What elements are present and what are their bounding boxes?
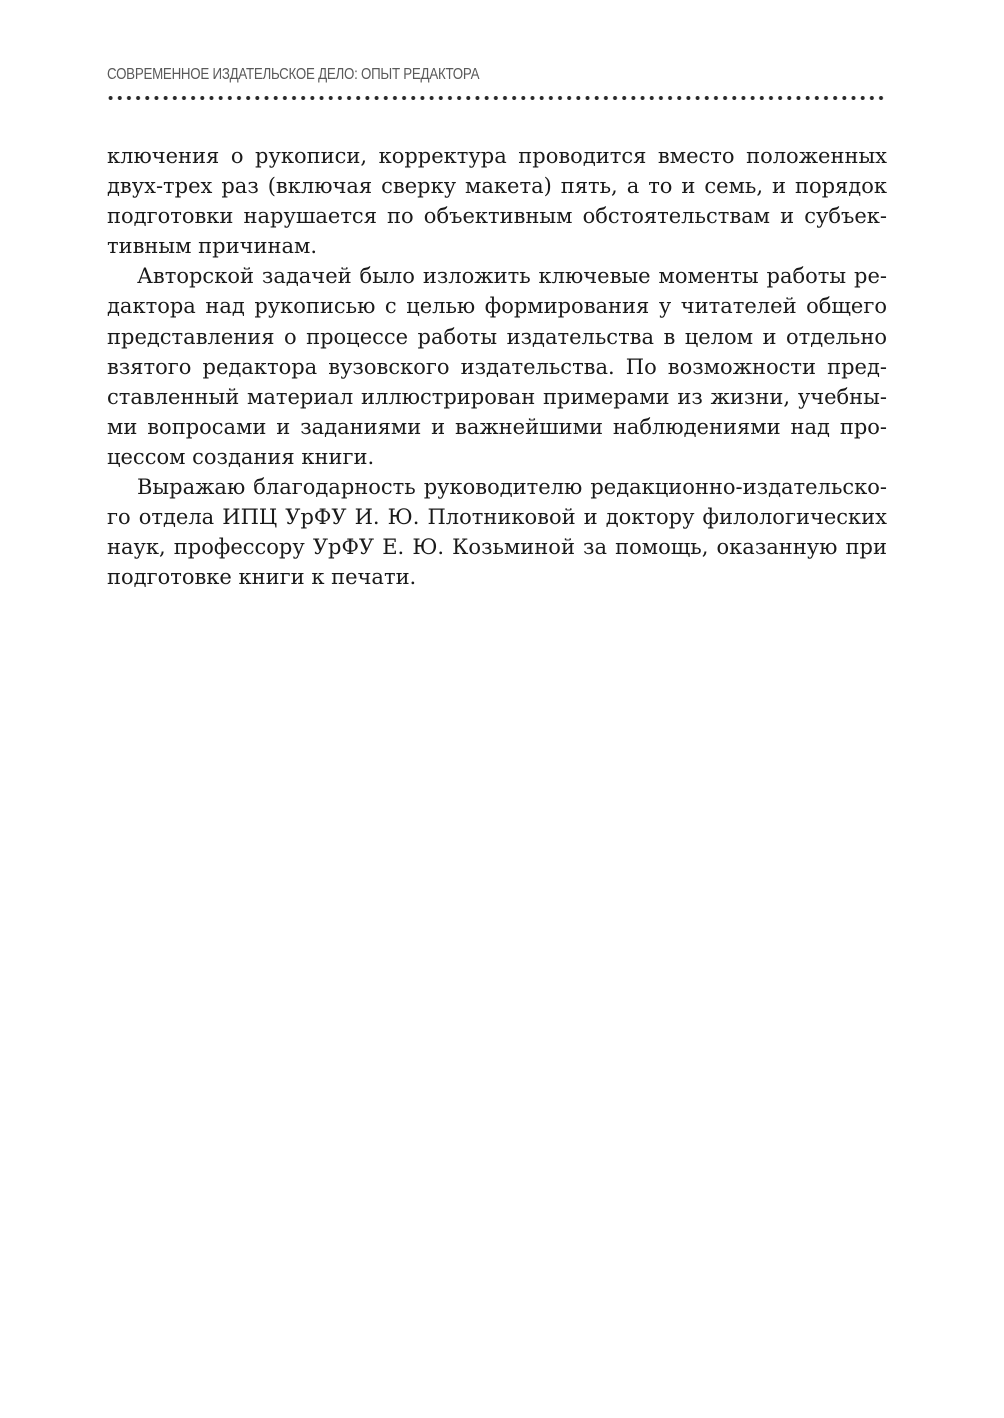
text-line: тивным причинам.: [107, 234, 317, 259]
text-line: двух-трех раз (включая сверку макета) пять, а то и семь, и порядок: [107, 174, 887, 199]
body-text: [107, 141, 887, 592]
text-line: го отдела ИПЦ УрФУ И. Ю. Плотниковой и доктору филологических: [107, 505, 887, 530]
text-line: подготовки нарушается по объективным обстоятельствам и субъек-: [107, 204, 887, 229]
running-header: СОВРЕМЕННОЕ ИЗДАТЕЛЬСКОЕ ДЕЛО: ОПЫТ РЕДАКТОРА: [107, 66, 480, 83]
text-line: Авторской задачей было изложить ключевые моменты работы ре-: [137, 264, 887, 289]
text-line: Выражаю благодарность руководителю редакционно-издательско-: [137, 475, 887, 500]
text-line: взятого редактора вузовского издательства. По возможности пред-: [107, 354, 887, 379]
text-line: подготовке книги к печати.: [107, 565, 417, 590]
text-line: дактора над рукописью с целью формирования у читателей общего: [107, 294, 887, 319]
text-line: ми вопросами и заданиями и важнейшими наблюдениями над про-: [107, 414, 887, 439]
text-line: цессом создания книги.: [107, 444, 375, 469]
text-line: ключения о рукописи, корректура проводится вместо положенных: [107, 144, 887, 168]
dotted-divider: [106, 95, 888, 101]
text-line: наук, профессору УрФУ Е. Ю. Козьминой за помощь, оказанную при: [107, 535, 887, 560]
text-line: представления о процессе работы издательства в целом и отдельно: [107, 324, 887, 349]
text-line: ставленный материал иллюстрирован примерами из жизни, учебны-: [107, 384, 887, 409]
